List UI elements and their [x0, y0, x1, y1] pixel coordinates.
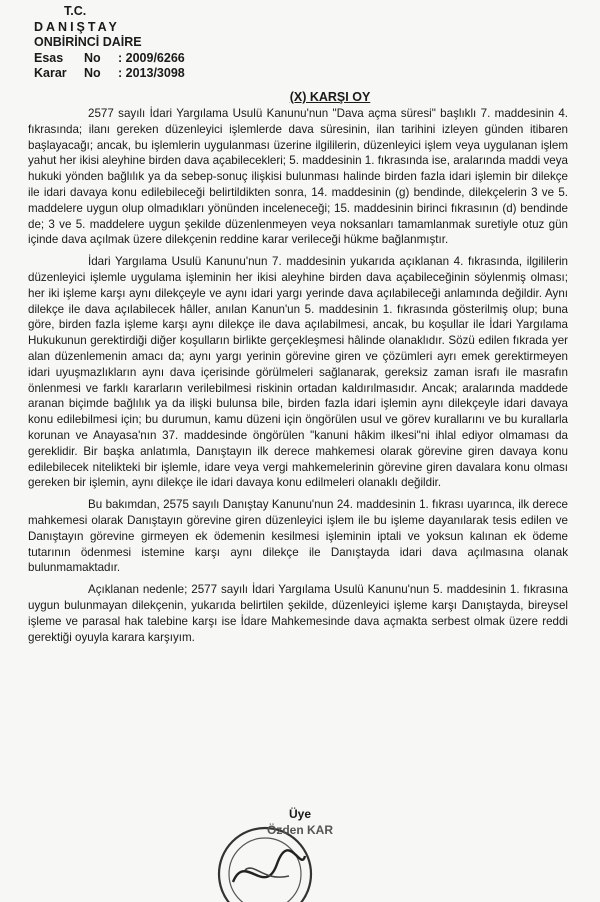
paragraph-3: Bu bakımdan, 2575 sayılı Danıştay Kanunu'nun 24. maddesinin 1. fıkrası uyarınca, ilk derece mahkemesi olarak Danıştayın görevine giren düzenleyici işlem ile bu işleme dayanılarak tesis edilen ve Danıştayın görevine girmeyen ek ödemenin kesilmesi işleminin iptali ve yoksun kalınan ek ödeme tutarının ödenmesi istemine karşı aynı dilekçe ile Danıştayda idari dava açılmasına olanak bulunmamaktadır. [28, 498, 568, 575]
document-title-wrap [0, 90, 600, 104]
document-title: (X) KARŞI OY [289, 90, 371, 104]
signature-role: Üye [288, 807, 311, 821]
header-chamber: ONBİRİNCİ DAİRE [34, 35, 142, 49]
esas-no-label: No [84, 50, 101, 65]
header-tc: T.C. [64, 4, 87, 18]
karar-row [34, 66, 185, 82]
signature-name: Özden KAR [267, 823, 333, 837]
esas-label: Esas [34, 50, 64, 65]
esas-row [34, 51, 185, 67]
esas-value: : 2009/6266 [118, 50, 185, 65]
paragraph-1: 2577 sayılı İdari Yargılama Usulü Kanunu'nun "Dava açma süresi" başlıklı 7. maddesinin 4. fıkrasında; ilanı gereken düzenleyici işlemlerde dava süresinin, ilan tarihini izleyen günden itibaren başlayacağı; ancak, bu işlemlerin uygulanması üzerine ilgililerin, düzenleyici işlem veya uygulanan işlem yahut her ikisi aleyhine birden dava açabilecekleri; 5. maddesinin 1. fıkrasında ise, aralarında maddi veya hukuki yönden bağlılık ya da sebep-sonuç ilişkisi bulunması halinde birden fazla idari işlemin bir dilekçe ile idari davaya konu edilebileceği belirtildikten sonra, 14. maddesinin (g) bendinde, dilekçelerin 3 ve 5. maddelere uygun olup olmadıkları yönünden inceleneceği; 15. maddesinin birinci fıkrasının (d) bendinde de; 3 ve 5. maddelere uygun şekilde düzenlenmeyen veya noksanları tamamlanmak suretiyle otuz gün içinde dava açılmak üzere dilekçenin reddine karar verileceği hükme bağlanmıştır. [28, 107, 568, 247]
karar-label: Karar [34, 66, 67, 80]
paragraph-2: İdari Yargılama Usulü Kanunu'nun 7. maddesinin yukarıda açıklanan 4. fıkrasında, ilgililerin düzenleyici işlemle uygulama işleminin her ikisi aleyhine birden dava açabileceğinin söylenmiş olması; her iki işleme karşı aynı dilekçeyle ve aynı idari yargı yerinde dava açılabileceği anlamında değildir. Aynı dilekçe ile dava açılabilecek hâller, anılan Kanun'un 5. maddesinin 1. fıkrasında gösterilmiş olup; buna göre, birden fazla işleme karşı aynı dilekçe ile dava açılabilmesi, ancak, bu koşullar ile İdari Yargılama Hukukunun gerektirdiği diğer koşulların birlikte gerçekleşmesi hâlinde olanaklıdır. Sözü edilen fıkrada yer alan düzenlemenin amacı da; aynı yargı yerinin görevine giren ve çözümleri ayrı emek gerektirmeyen idari uyuşmazlıkların aynı dava içerisinde görülmeleri sağlanarak, gereksiz zaman israfı ile masrafın önlenmesi ve farklı kararların verilebilmesi riskinin ortadan kaldırılmasıdır. Ancak; aralarında maddede aranan biçimde bağlılık ya da ilişki bulunsa bile, birden fazla idari işlemin aynı dilekçeyle idari davaya konu edilebilmesi için; bu durumun, kamu düzeni için öngörülen usul ve görev kurallarını ve bu kurallarla korunan ve Anayasa'nın 37. maddesinde öngörülen "kanuni hâkim ilkesi"ni ihlal ediyor olmaması da gereklidir. Bir başka anlatımla, Danıştayın ilk derece mahkemesi olarak görevine giren davaya konu edilebilecek nitelikteki bir işlemle, idare veya vergi mahkemelerinin görevine giren davalara konu olması gereken bir işlemin, aynı dilekçe ile idari davaya konu edilmeleri olanaklı değildir. [28, 255, 568, 490]
document-body [28, 106, 568, 649]
header-court: DANIŞTAY [34, 19, 120, 34]
karar-no-label: No [84, 66, 101, 80]
karar-value: : 2013/3098 [118, 66, 185, 80]
signature-block [0, 806, 600, 838]
paragraph-4: Açıklanan nedenle; 2577 sayılı İdari Yargılama Usulü Kanunu'nun 5. maddesinin 1. fıkrasına uygun bulunmayan dilekçenin, yukarıda belirtilen şekilde, düzenleyici işleme karşı Danıştayda, bireysel işleme ve parasal hak talebine karşı ise İdare Mahkemesinde dava açmakta serbest olmak üzere reddi gerektiği oyuyla karara karşıyım. [28, 583, 568, 644]
document-header [34, 4, 185, 82]
